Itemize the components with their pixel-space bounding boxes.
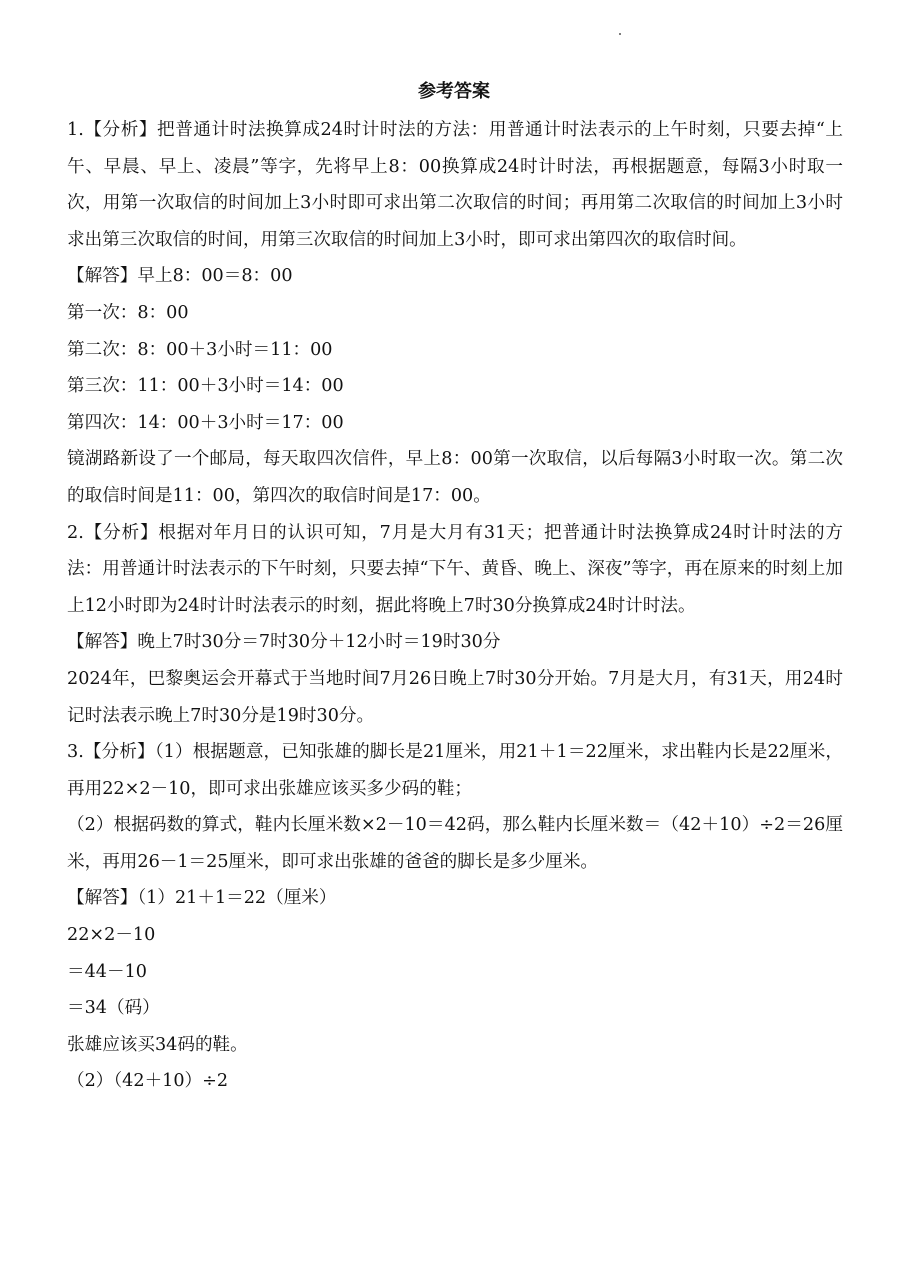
q3-conclusion: 张雄应该买34码的鞋。 — [67, 1034, 248, 1055]
q2-conclusion: 2024年，巴黎奥运会开幕式于当地时间7月26日晚上7时30分开始。7月是大月，有31天，用24时记时法表示晚上7时30分是19时30分。 — [67, 668, 843, 726]
answer-content — [67, 112, 843, 1100]
q3-calc-line: ＝44－10 — [67, 961, 147, 982]
q1-step-line: 第三次：11：00＋3小时＝14：00 — [67, 376, 344, 397]
q3-analysis-part1: 3.【分析】（1）根据题意，已知张雄的脚长是21厘米，用21＋1＝22厘米，求出鞋内长是22厘米，再用22×2－10，即可求出张雄应该买多少码的鞋； — [67, 742, 843, 799]
q2-analysis: 2.【分析】根据对年月日的认识可知，7月是大月有31天；把普通计时法换算成24时计时法的方法：用普通计时法表示的下午时刻，只要去掉“下午、黄昏、晚上、深夜”等字，再在原来的时刻上加上12小时即为24时计时法表示的时刻，据此将晚上7时30分换算成24时计时法。 — [67, 522, 843, 616]
q3-part2-calc: （2）（42＋10）÷2 — [67, 1071, 229, 1092]
q1-answer-line: 【解答】早上8：00＝8：00 — [67, 266, 293, 287]
q3-answer-line: 【解答】（1）21＋1＝22（厘米） — [67, 888, 337, 909]
q1-step-line: 第四次：14：00＋3小时＝17：00 — [67, 412, 344, 433]
q1-step-line: 第一次：8：00 — [67, 302, 189, 323]
q3-calc-line: 22×2－10 — [67, 925, 156, 946]
q1-analysis: 1.【分析】把普通计时法换算成24时计时法的方法：用普通计时法表示的上午时刻，只要去掉“上午、早晨、早上、凌晨”等字，先将早上8：00换算成24时计时法，再根据题意，每隔3小时取一次，用第一次取信的时间加上3小时即可求出第二次取信的时间；再用第二次取信的时间加上3小时求出第三次取信的时间，用第三次取信的时间加上3小时，即可求出第四次的取信时间。 — [67, 120, 843, 250]
q2-answer-line: 【解答】晚上7时30分＝7时30分＋12小时＝19时30分 — [67, 632, 501, 653]
page-title: 参考答案 — [418, 81, 490, 102]
q3-analysis-part2: （2）根据码数的算式，鞋内长厘米数×2－10＝42码，那么鞋内长厘米数＝（42＋10）÷2＝26厘米，再用26－1＝25厘米，即可求出张雄的爸爸的脚长是多少厘米。 — [67, 815, 843, 872]
q1-conclusion: 镜湖路新设了一个邮局，每天取四次信件，早上8：00第一次取信，以后每隔3小时取一次。第二次的取信时间是11：00，第四次的取信时间是17：00。 — [67, 449, 843, 506]
q3-calc-line: ＝34（码） — [67, 998, 160, 1019]
scan-dot — [619, 33, 621, 35]
q1-step-line: 第二次：8：00＋3小时＝11：00 — [67, 339, 333, 360]
